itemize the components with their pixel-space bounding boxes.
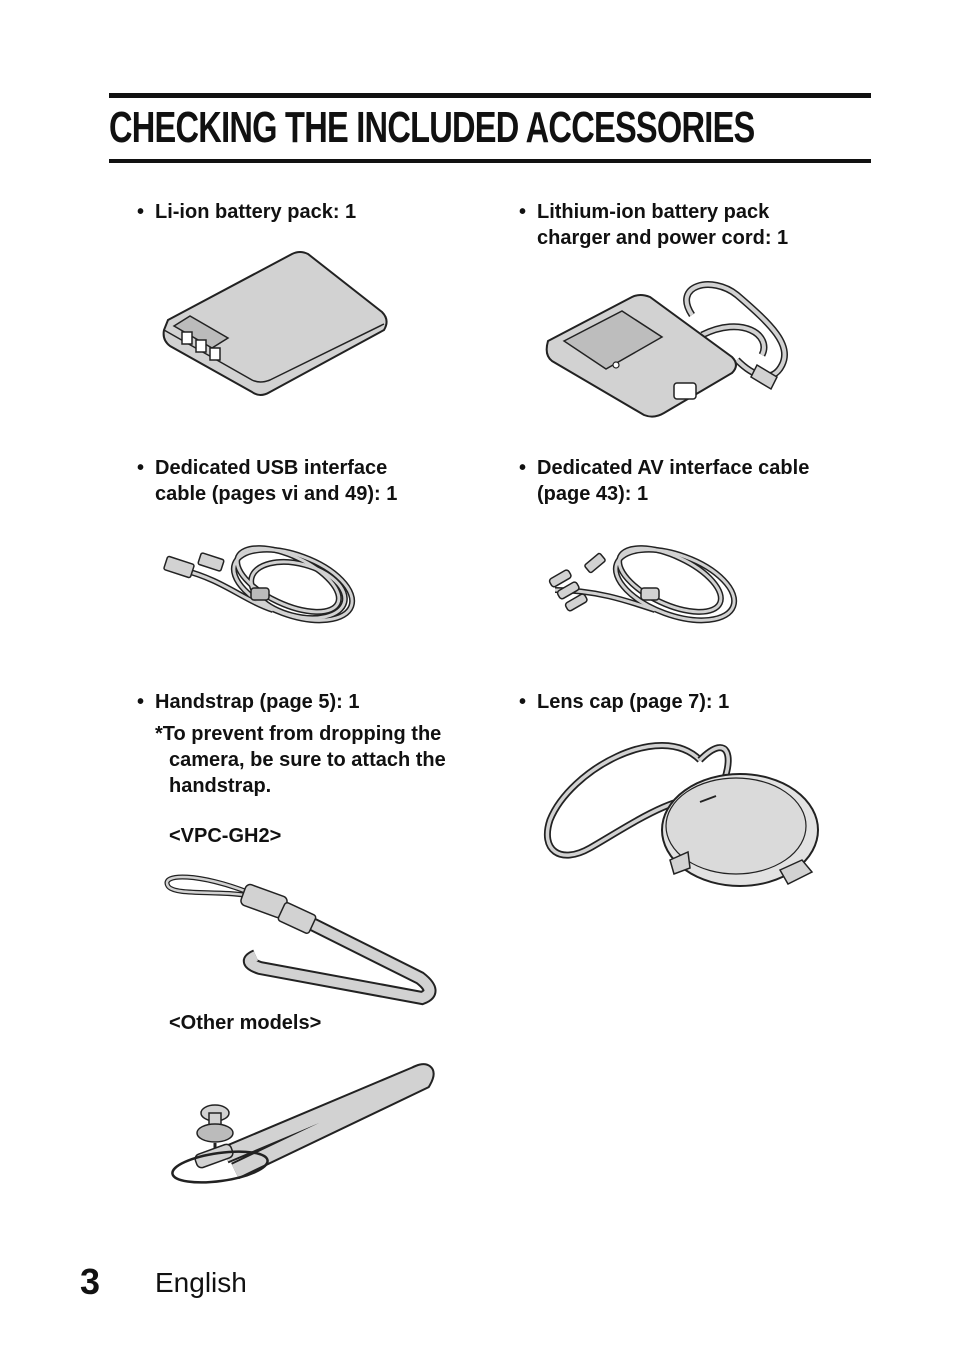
bullet: • xyxy=(519,457,527,479)
av-cable-illustration xyxy=(545,530,745,640)
handstrap-note xyxy=(155,721,446,799)
page-language: English xyxy=(155,1267,247,1298)
accessory-label-line1: Dedicated AV interface cable xyxy=(537,457,810,479)
accessory-label: Handstrap (page 5): 1 xyxy=(155,691,360,713)
lens-cap-illustration xyxy=(540,730,830,890)
accessory-label-line1: Lithium-ion battery pack xyxy=(537,201,770,223)
bullet: • xyxy=(519,201,527,223)
handstrap-vpc-gh2-illustration xyxy=(160,868,440,1008)
title-rule-top xyxy=(109,93,871,98)
model-label-other: <Other models> xyxy=(169,1012,322,1034)
accessory-label: Li-ion battery pack: 1 xyxy=(155,201,357,223)
note-line2: camera, be sure to attach the xyxy=(169,749,446,771)
accessory-usb-cable xyxy=(137,455,398,507)
accessory-label-line1: Dedicated USB interface xyxy=(155,457,388,479)
charger-illustration xyxy=(542,275,802,425)
note-line1: *To prevent from dropping the xyxy=(155,723,442,745)
bullet: • xyxy=(137,457,145,479)
bullet: • xyxy=(519,691,527,713)
usb-cable-illustration xyxy=(163,530,363,640)
title-rule-bottom xyxy=(109,159,871,163)
model-label-vpc-gh2: <VPC-GH2> xyxy=(169,825,282,847)
accessory-av-cable xyxy=(519,455,810,507)
accessory-battery xyxy=(137,199,357,225)
accessory-label: Lens cap (page 7): 1 xyxy=(537,691,730,713)
accessory-label-line2: (page 43): 1 xyxy=(537,483,649,505)
bullet: • xyxy=(137,201,145,223)
battery-pack-illustration xyxy=(160,250,392,400)
page-number: 3 xyxy=(80,1261,101,1302)
accessory-charger xyxy=(519,199,789,251)
accessory-handstrap xyxy=(137,689,360,715)
note-line3: handstrap. xyxy=(169,775,272,797)
accessory-lens-cap xyxy=(519,689,730,715)
page-title: CHECKING THE INCLUDED ACCESSORIES xyxy=(109,103,755,152)
accessory-label-line2: cable (pages vi and 49): 1 xyxy=(155,483,398,505)
bullet: • xyxy=(137,691,145,713)
handstrap-other-illustration xyxy=(165,1055,435,1190)
accessory-label-line2: charger and power cord: 1 xyxy=(537,227,789,249)
